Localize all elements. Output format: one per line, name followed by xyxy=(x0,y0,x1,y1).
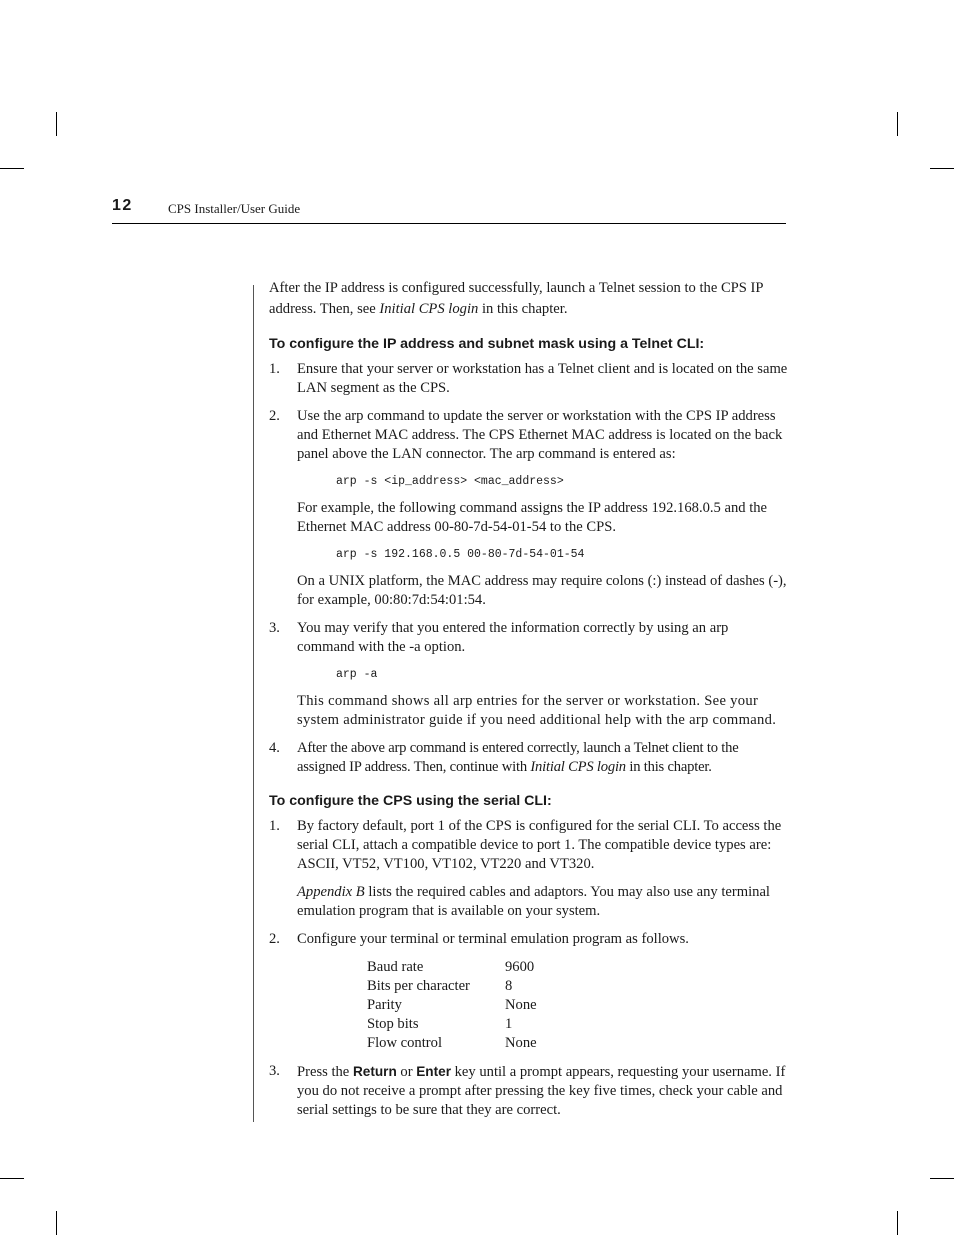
telnet-section-heading: To configure the IP address and subnet mask using a Telnet CLI: xyxy=(269,336,705,352)
step-number: 3. xyxy=(269,1063,280,1079)
crop-mark xyxy=(0,1178,24,1179)
serial-step-2 xyxy=(269,930,789,1053)
settings-row xyxy=(367,977,537,996)
crop-mark xyxy=(930,1178,954,1179)
settings-row xyxy=(367,1015,537,1034)
intro-paragraph: After the IP address is configured successfully, launch a Telnet session to the CPS IP address. Then, see Initial CPS login in this chapter. xyxy=(269,280,763,317)
terminal-settings-table xyxy=(367,958,537,1053)
step-text: Use the arp command to update the server or workstation with the CPS IP address and Ethernet MAC address. The CPS Ethernet MAC address is located on the back panel above the LAN connector. The arp command is entered as: xyxy=(297,408,783,462)
settings-row xyxy=(367,996,537,1015)
code-sample: arp -s <ip_address> <mac_address> xyxy=(336,475,564,488)
setting-value: 9600 xyxy=(505,959,535,975)
enter-key-label: Enter xyxy=(416,1064,451,1079)
serial-section-heading: To configure the CPS using the serial CLI: xyxy=(269,793,552,809)
code-sample: arp -s 192.168.0.5 00-80-7d-54-01-54 xyxy=(336,548,585,561)
setting-value: None xyxy=(505,1035,537,1051)
step-text: Press the Return or Enter key until a prompt appears, requesting your username. If you do not receive a prompt after pressing the key five times, check your cable and serial settings to be sure that they are correct. xyxy=(297,1064,786,1118)
running-title: CPS Installer/User Guide xyxy=(168,201,301,216)
setting-name: Baud rate xyxy=(367,959,424,975)
initial-cps-login-reference: Initial CPS login xyxy=(379,301,479,317)
crop-mark xyxy=(897,112,898,136)
step-note: This command shows all arp entries for the server or workstation. See your system administrator guide if you need additional help with the arp command. xyxy=(297,693,777,728)
crop-mark xyxy=(930,168,954,169)
telnet-step-1 xyxy=(269,360,789,398)
setting-value: None xyxy=(505,997,537,1013)
header-rule xyxy=(112,223,786,224)
step-text: Configure your terminal or terminal emulation program as follows. xyxy=(297,931,689,947)
return-key-label: Return xyxy=(352,1064,397,1079)
code-sample: arp -a xyxy=(336,668,378,681)
appendix-b-reference: Appendix B xyxy=(297,884,365,900)
setting-value: 8 xyxy=(505,978,513,994)
step-number: 2. xyxy=(269,408,280,424)
setting-name: Flow control xyxy=(367,1035,442,1051)
crop-mark xyxy=(56,112,57,136)
crop-mark xyxy=(0,168,24,169)
telnet-step-3 xyxy=(269,619,789,730)
unix-note: On a UNIX platform, the MAC address may require colons (:) instead of dashes (-), for example, 00:80:7d:54:01:54. xyxy=(297,573,787,608)
serial-step-3 xyxy=(269,1062,789,1120)
page-number: 12 xyxy=(112,197,133,214)
settings-row xyxy=(367,958,537,977)
step-number: 4. xyxy=(269,740,280,756)
step-text: By factory default, port 1 of the CPS is configured for the serial CLI. To access the serial CLI, attach a compatible device to port 1. The compatible device types are: ASCII, VT52, VT100, VT102, VT220 and VT320. xyxy=(297,818,782,872)
step-number: 2. xyxy=(269,931,280,947)
step-text: Ensure that your server or workstation has a Telnet client and is located on the same LAN segment as the CPS. xyxy=(297,361,788,396)
telnet-step-2 xyxy=(269,407,789,610)
appendix-note: Appendix B lists the required cables and adaptors. You may also use any terminal emulation program that is available on your system. xyxy=(297,884,770,919)
serial-step-1 xyxy=(269,817,789,921)
step-number: 1. xyxy=(269,818,280,834)
step-number: 1. xyxy=(269,361,280,377)
step-text: You may verify that you entered the information correctly by using an arp command with the -a option. xyxy=(297,620,729,655)
setting-name: Stop bits xyxy=(367,1016,419,1032)
initial-cps-login-reference: Initial CPS login xyxy=(530,759,626,775)
telnet-step-4 xyxy=(269,739,789,777)
setting-value: 1 xyxy=(505,1016,513,1032)
example-text: For example, the following command assigns the IP address 192.168.0.5 and the Ethernet MAC address 00-80-7d-54-01-54 to the CPS. xyxy=(297,500,768,535)
page-body xyxy=(269,278,789,1129)
crop-mark xyxy=(56,1211,57,1235)
step-text: After the above arp command is entered correctly, launch a Telnet client to the assigned IP address. Then, continue with Initial CPS login in this chapter. xyxy=(297,740,739,775)
settings-row xyxy=(367,1034,537,1053)
setting-name: Bits per character xyxy=(367,978,470,994)
crop-mark xyxy=(897,1211,898,1235)
step-number: 3. xyxy=(269,620,280,636)
setting-name: Parity xyxy=(367,997,402,1013)
margin-rule xyxy=(253,285,254,1122)
